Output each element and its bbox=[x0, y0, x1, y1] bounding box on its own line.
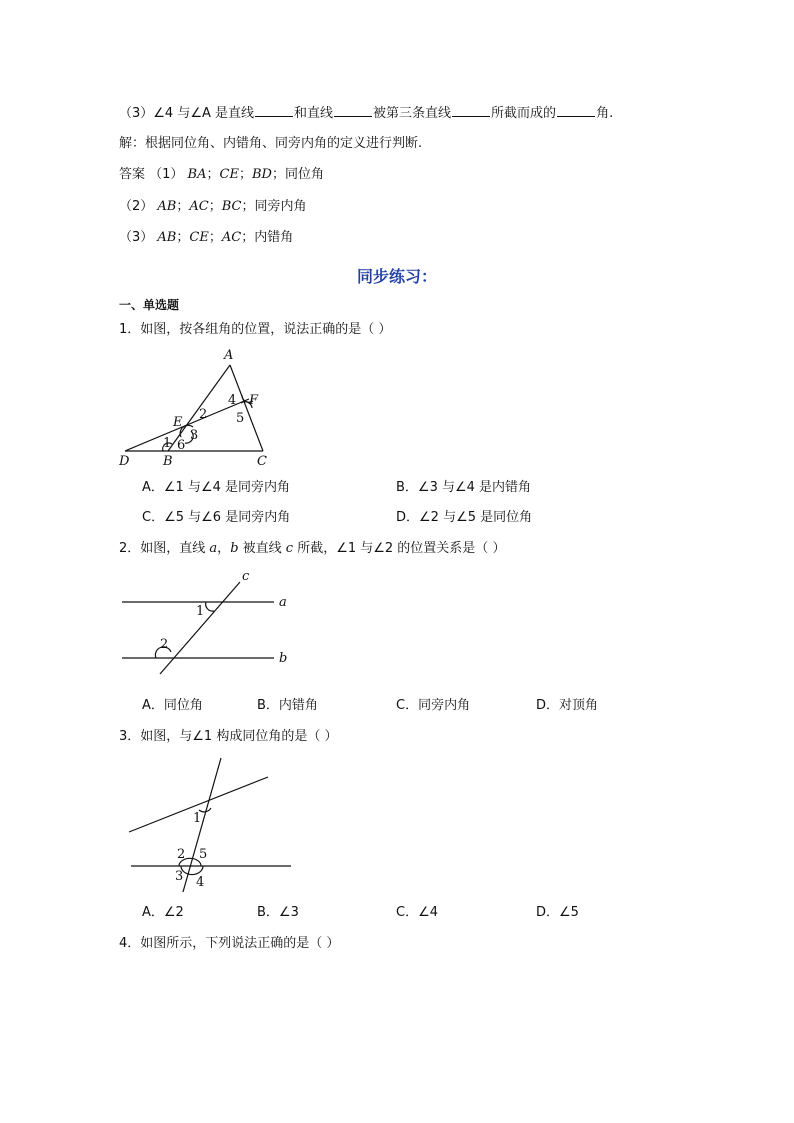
q2-option-d[interactable]: D．对顶角 bbox=[536, 698, 599, 713]
answer-line-3 bbox=[119, 229, 293, 247]
answer2-item-4: 同旁内角 bbox=[254, 199, 307, 214]
sep: ； bbox=[241, 230, 255, 245]
q1-stem: 1．如图，按各组角的位置，说法正确的是（ ） bbox=[119, 322, 392, 337]
label-5: 5 bbox=[199, 847, 208, 862]
q3-option-c[interactable]: C．∠4 bbox=[396, 905, 439, 920]
answer1-item-2: CE bbox=[219, 167, 239, 182]
sep: ； bbox=[241, 199, 255, 214]
answer3-item-4: 内错角 bbox=[254, 230, 294, 245]
section-heading: 一、单选题 bbox=[119, 298, 180, 312]
label-a: a bbox=[279, 595, 287, 610]
q2-var-c: c bbox=[285, 541, 294, 556]
answer2-item-1: AB bbox=[157, 199, 177, 214]
q3-option-b[interactable]: B．∠3 bbox=[257, 905, 299, 920]
label-f: F bbox=[249, 393, 259, 408]
answer2-item-3: BC bbox=[221, 199, 242, 214]
label-c: C bbox=[257, 454, 267, 469]
sep: ； bbox=[208, 199, 222, 214]
label-2: 2 bbox=[199, 407, 208, 422]
q2-option-a[interactable]: A．同位角 bbox=[142, 698, 203, 713]
answer2-item-2: AC bbox=[189, 199, 209, 214]
blank-4[interactable] bbox=[557, 104, 595, 117]
answer3-item-3: AC bbox=[221, 230, 242, 245]
q2-stem-part: ， bbox=[217, 541, 231, 556]
label-2: 2 bbox=[177, 847, 186, 862]
answer3-label: （3） bbox=[119, 230, 154, 245]
q1-figure bbox=[115, 345, 285, 469]
label-c: c bbox=[242, 569, 250, 584]
answer2-label: （2） bbox=[119, 199, 154, 214]
q3-stem: 3．如图，与∠1 构成同位角的是（ ） bbox=[119, 729, 338, 744]
q2-stem-part: 被直线 bbox=[238, 541, 286, 556]
transversal bbox=[183, 758, 221, 892]
q2-option-b[interactable]: B．内错角 bbox=[257, 698, 318, 713]
q1-option-d[interactable]: D．∠2 与∠5 是同位角 bbox=[396, 510, 533, 525]
q1-option-c[interactable]: C．∠5 与∠6 是同旁内角 bbox=[142, 510, 291, 525]
answer1-item-1: BA bbox=[187, 167, 207, 182]
q3-prefix: （3）∠4 与∠A 是直线 bbox=[119, 106, 255, 121]
q3-option-a[interactable]: A．∠2 bbox=[142, 905, 184, 920]
q2-stem bbox=[119, 540, 505, 558]
sep: ； bbox=[206, 167, 220, 182]
q1-option-a[interactable]: A．∠1 与∠4 是同旁内角 bbox=[142, 480, 291, 495]
answer3-item-1: AB bbox=[157, 230, 177, 245]
q4-stem: 4．如图所示，下列说法正确的是（ ） bbox=[119, 936, 340, 951]
label-1: 1 bbox=[193, 811, 202, 826]
q2-option-c[interactable]: C．同旁内角 bbox=[396, 698, 471, 713]
q2-var-a: a bbox=[209, 541, 218, 556]
q3-mid2: 被第三条直线 bbox=[373, 106, 452, 121]
label-1: 1 bbox=[163, 436, 172, 451]
label-b: b bbox=[279, 651, 288, 666]
blank-1[interactable] bbox=[255, 104, 293, 117]
label-3: 3 bbox=[175, 869, 184, 884]
q3-fill-line bbox=[119, 104, 613, 123]
q3-figure bbox=[125, 752, 305, 902]
answer1-item-3: BD bbox=[251, 167, 272, 182]
q2-figure bbox=[118, 568, 298, 678]
label-d: D bbox=[119, 454, 130, 469]
line-c bbox=[160, 582, 240, 674]
answer1-item-4: 同位角 bbox=[284, 167, 324, 182]
answer-label: 答案 （1） bbox=[119, 167, 184, 182]
label-4: 4 bbox=[228, 393, 237, 408]
q3-suffix: 角. bbox=[596, 106, 614, 121]
blank-2[interactable] bbox=[334, 104, 372, 117]
angle-arc-lower2 bbox=[181, 866, 203, 875]
label-b: B bbox=[163, 454, 173, 469]
label-3: 3 bbox=[190, 428, 199, 443]
q3-mid3: 所截而成的 bbox=[491, 106, 557, 121]
answer3-item-2: CE bbox=[189, 230, 209, 245]
sep: ； bbox=[176, 230, 190, 245]
solution-text: 解：根据同位角、内错角、同旁内角的定义进行判断. bbox=[119, 136, 423, 151]
section-title: 同步练习： bbox=[356, 267, 437, 286]
angle-arc-1 bbox=[206, 602, 214, 611]
q2-stem-part: 所截，∠1 与∠2 的位置关系是（ ） bbox=[293, 541, 506, 556]
label-a: A bbox=[224, 348, 234, 363]
blank-3[interactable] bbox=[452, 104, 490, 117]
label-5: 5 bbox=[236, 411, 245, 426]
label-1: 1 bbox=[196, 604, 205, 619]
label-2: 2 bbox=[160, 637, 169, 652]
label-e: E bbox=[173, 415, 183, 430]
answer-line-2 bbox=[119, 198, 307, 216]
q3-option-d[interactable]: D．∠5 bbox=[536, 905, 579, 920]
q2-var-b: b bbox=[230, 541, 239, 556]
answer-line-1 bbox=[119, 166, 324, 184]
sep: ； bbox=[176, 199, 190, 214]
sep: ； bbox=[271, 167, 285, 182]
q1-option-b[interactable]: B．∠3 与∠4 是内错角 bbox=[396, 480, 532, 495]
label-4: 4 bbox=[196, 875, 205, 890]
side-ac bbox=[230, 365, 263, 451]
q3-mid1: 和直线 bbox=[294, 106, 334, 121]
sep: ； bbox=[238, 167, 252, 182]
q2-stem-part: 2．如图，直线 bbox=[119, 541, 210, 556]
sep: ； bbox=[208, 230, 222, 245]
label-6: 6 bbox=[177, 438, 186, 453]
